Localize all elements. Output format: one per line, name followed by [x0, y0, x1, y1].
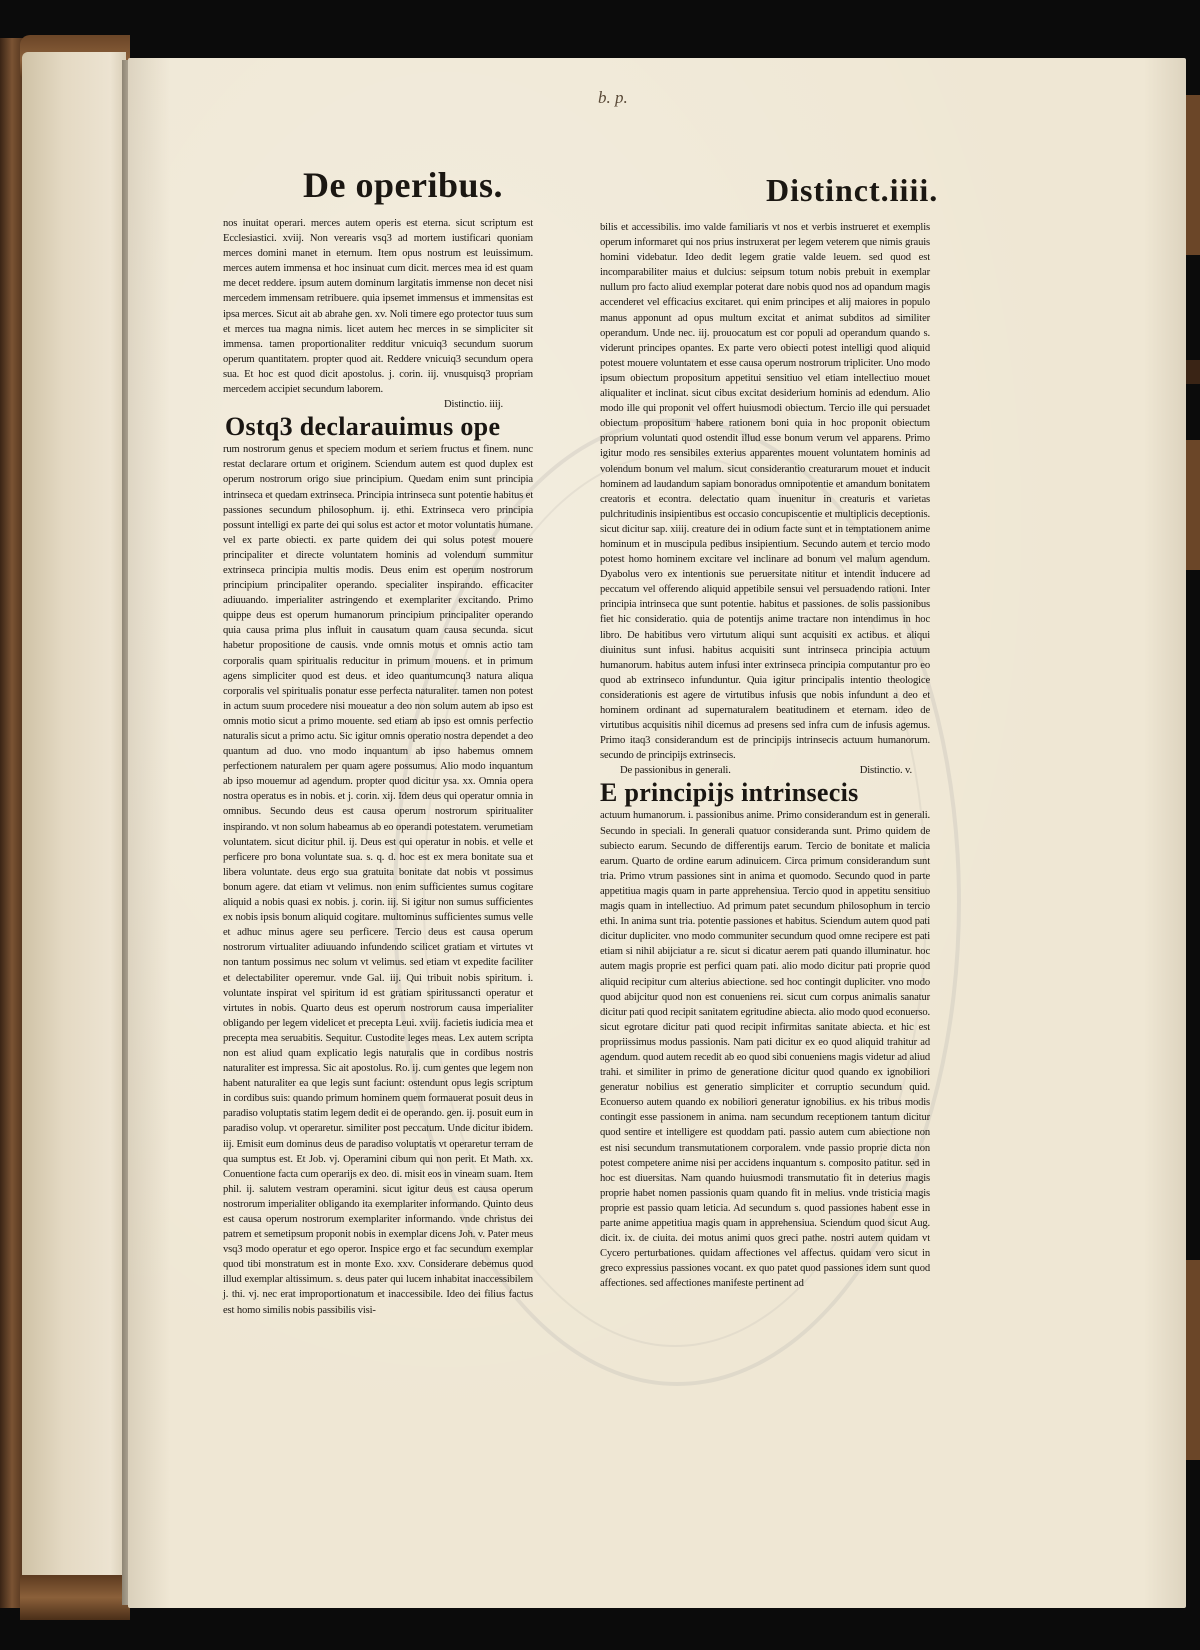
text-column-right: [600, 220, 930, 1291]
section-title: De passionibus in generali.: [620, 765, 731, 777]
section-title-line: [600, 763, 930, 778]
distinctio-label: Distinctio. iiij.: [444, 399, 503, 411]
distinctio-label: Distinctio. v.: [859, 765, 912, 777]
paragraph: rum nostrorum genus et speciem modum et seriem fructus et finem. nunc restat declarare ortum et originem. Sciendum autem est quod duplex est operum nostrorum origo siue principium. Quedam enim sunt principia intrinseca et quedam extrinseca. Principia intrinseca sunt potentie habitus et passiones secundum philosophum. ij. ethi. Extrinseca vero principia possunt intelligi ex parte dei qui solus est actor et motor voluntatis humane. vel ex parte obiecti. ex parte quidem dei qui solus potest mouere principaliter et directe voluntatem hominis ad volendum summitur extrinseca principia multis modis. Deus enim est operum nostrorum principium principaliter operando. specialiter inspirando. efficaciter adiuuando. imperialiter astringendo et exemplariter excitando. Primo quippe deus est operum humanorum principium principaliter operando quia causa prima plus influit in causatum quam causa secunda. sicut habetur propositione de causis. vnde omnis motus et omnis actio tam corporalis quam spiritualis reducitur in primum mouens. et in primum agens simpliciter quod est deus. et ideo quantumcunq3 natura aliqua corporalis vel spiritualis ponatur esse perfecta naturaliter. tamen non potest in actum suum procedere nisi moueatur a deo non solum autem ab ipso est omnis motio sicut a primo mouente. sed etiam ab ipso est omnis perfectio naturalis sicut a primo actu. Sic igitur omnis operatio nostra dependet a deo quantum ad duo. vno modo inquantum ab ipso habemus omnem perfectionem naturalem per quam agere possumus. Alio modo inquantum ab ipso mouemur ad agendum. propter quod dicitur ysa. xx. Omnia opera nostra operatus es in nobis. et j. corin. xij. Idem deus qui operatur omnia in omnibus. Secundo deus est causa operum nostrorum spiritualiter inspirando. vt non solum habeamus ab eo operandi potestatem. verumetiam voluntatem. sicut dicitur phil. ij. Deus est qui operatur in nobis. et velle et perficere pro bona voluntate sua. s. q. d. hoc est ex mera bonitate sua et libera voluntate. deus ergo sua gratuita bonitate dat nobis vt possimus bonum agere. dat etiam vt velimus. non enim sufficientes sumus cogitare aliquid a nobis quasi ex nobis. j. corin. iij. Si igitur non sumus sufficientes ex nobis ipsis bonum aliquid cogitare. multominus sufficientes sumus velle et adhuc minus agere seu perficere. Tercio deus est causa operum nostrorum virtualiter adiuuando infundendo scilicet gratiam et virtutes vt non tantum possimus nec solum vt velimus. sed etiam vt expedite faciliter et delectabiliter operemur. vnde Gal. iij. Qui tribuit nobis spiritum. i. voluntate inspirat vel spiritum id est gratiam spiritussancti operatur et virtutes in nobis. Quarto deus est operum nostrorum causa imperialiter obligando per legem videlicet et precepta Leui. xviij. facietis iudicia mea et precepta mea seruabitis. Sequitur. Custodite leges meas. Lex autem scripta non est aliud quam explicatio legis naturalis que in cordibus nostris naturaliter est impressa. Sic ait apostolus. Ro. ij. cum gentes que legem non habent naturaliter ea que legis sunt faciunt: ostendunt opus legis scriptum in cordibus suis: quando primum hominem quem formauerat posuit deus in paradiso voluptatis statim legem dedit ei de operando. gen. ij. posuit eum in paradiso volup. vt operaretur. similiter post peccatum. Unde dicitur ibidem. iij. Emisit eum dominus deus de paradiso voluptatis vt operaretur terram de qua sumptus est. Et Job. vj. Operamini cibum qui non perit. Et Math. xx. Conuentione facta cum operarijs ex deo. di. misit eos in vineam suam. Item phil. ij. salutem vestram operamini. sicut igitur deus est causa operum nostrorum imperialiter obligando ita exemplariter informando. Quinto deus est causa operum nostrorum exemplariter informando. vnde christus dei patrem et semetipsum proponit nobis in exemplar dicens Joh. v. Pater meus vsq3 modo operatur et ego operor. Inspice ergo et fac secundum exemplar quod tibi monstratum est in monte Exo. xxv. Considerare debemus quod illud exemplar altissimum. s. deus pater qui lucem inhabitat inaccessibilem j. thi. vj. nec erat improportionatum et inaccessibile. Ideo dei filius factus est homo similis nobis passibilis visi-: [223, 444, 533, 1316]
left-page-edge: [22, 52, 126, 1607]
chapter-heading: Ostq3 declarauimus ope: [225, 412, 501, 442]
leather-cover-bottom: [20, 1575, 130, 1620]
chapter-heading: E principijs intrinsecis: [600, 778, 859, 808]
running-head-right: Distinct.iiii.: [766, 172, 939, 208]
paragraph: nos inuitat operari. merces autem operis est eterna. sicut scriptum est Ecclesiastici. xviij. Non verearis vsq3 ad mortem iustificari quoniam merces domini manet in eternum. Item opus nostrum est leuissimum. merces autem immensa et hoc insinuat cum dicit. merces mea id est quam me decet reddere. ipsum autem dominum largitatis immense non decet nisi mercedem immensam retribuere. quia ipsemet immensus et immensitas est ipsa merces. Sicut ait ab abrahe gen. xv. Noli timere ego protector tuus sum et merces tua magna nimis. licet autem hec merces in se simpliciter sit immensa. tamen proportionaliter redditur vnicuiq3 secundum suorum operum quantitatem. propter quod ait. Reddere vnicuiq3 secundum opera sua. Et hoc est quod dicit apostolus. j. corin. iij. vnusquisq3 propriam mercedem accipiet secundum laborem.: [223, 218, 533, 396]
running-head-left: De operibus.: [303, 165, 504, 205]
paragraph: bilis et accessibilis. imo valde familiaris vt nos et verbis instrueret et exemplis operum informaret qui nos prius instruxerat per legem veterem que nimis grauis homini videbatur. Ideo dedit legem gratie valde leuem. sed quod est incomparabiliter maius et dulcius: seipsum totum nobis prebuit in exemplar nullum pro facto aliud exemplar poterat dare nobis quod nos ad opandum magis accenderet vel efficacius excitaret. qui enim principes et alij maiores in populo manus apponunt ad opus multum excitat et animat subditos ad similiter operandum. Unde nec. iij. prouocatum est cor populi ad operandum quando s. viderunt principes opantes. Ex parte vero obiecti potest intelligi quod aliquid potest mouere voluntatem et esse causa operum nostrorum tripliciter. Uno modo ipsum obiectum propositum appetitui sensitiuo vel etiam intellectiuo mouet aliqualiter et inclinat. sicut cibus excitat desiderium hominis ad edendum. Alio modo ille qui proponit vel offert huiusmodi obiectum. Tercio ille qui persuadet obiectum propositum habere rationem boni quia in hoc proponit obiectum proprium voluntati quod ostendit illud esse bonum verum vel apparens. Primo igitur modo res sensibiles exterius apparentes mouent voluntatem hominis ad volendum bonum vel malum. sicut considerantio creaturarum mouet et inducit hominem ad laudandum sapiam bonoradus omnipotentie et amandum bonitatem creatoris et econtra. delectatio quam inuenitur in creaturis et varietas pulchritudinis insipientibus est occasio concupiscentie et multiplicis deceptionis. sicut dicitur sap. xiiij. creature dei in odium facte sunt et in temptationem anime hominum et in muscipula pedibus insipientium. Secundo autem et tercio modo potest homo hominem excitare vel inclinare ad bonum vel malum agendum. Dyabolus vero ex intentionis sue peruersitate nititur et intendit inducere ad peccatum vel offerendo aliquid appetibile sensui vel persuadendo rationi. Inter principia intrinseca que sunt potentie. habitus et passiones. de solis passionibus fiet hic consideratio. quia de potentijs anime tractare non intendimus in hoc libro. De habitibus vero virtutum aliqui sunt acquisiti ex actibus. et aliqui diuinitus sunt infusi. habitus acquisiti sunt intrinseca principia actuum humanorum. habitus autem infusi inter extrinseca principia computantur pro eo quod ab extrinseco infunduntur. Quia igitur principalis intentio theologice considerationis est agere de virtutibus infusis que nobis infundunt a deo et hominem ordinant ad supernaturalem beatitudinem et eternam. ideo de virtutibus acquisitis nihil dicemus ad presens sed infra cum de infusis agemus. Primo itaq3 considerandum est de principijs intrinsecis actuum humanorum. secundo de principijs extrinsecis.: [600, 222, 930, 762]
paragraph: actuum humanorum. i. passionibus anime. Primo considerandum est in generali. Secundo in speciali. In generali quatuor consideranda sunt. Primo quidem de subiecto earum. Secundo de differentijs earum. Tercio de bonitate et malicia earum. Quarto de ordine earum adinuicem. Circa primum considerandum sunt tria. Primo vtrum passiones sint in anima et quomodo. Secundo quod in parte appetitiua magis quam in parte apprehensiua. Tercio quod in appetitu sensitiuo magis quam in intellectiuo. Ad primum patet secundum philosophum in tercio ethi. In anima sunt tria. potentie passiones et habitus. Sciendum autem quod pati dicitur dupliciter. vno modo communiter secundum quod omne recipere est pati etiam si nihil abijciatur a re. sicut si dicatur aerem pati quando illuminatur. hoc autem magis proprie est perfici quam pati. alio modo dicitur pati proprie quod aliquid recipitur cum alterius abiectione. sed hoc contingit dupliciter. vno modo quod abijcitur quod non est conueniens rei. sicut cum corpus animalis sanatur dicitur pati quod recipit sanitatem egritudine abiecta. alio modo quod econuerso. sicut egrotare dicitur pati quod recipit infirmitas sanitate abiecta. et hic est propriissimus modus passionis. Nam pati dicitur ex eo quod aliquid trahitur ad agendum. quod autem recedit ab eo quod sibi conueniens magis videtur ad aliud trahi. et similiter in primo de generatione dicitur quod quando ex ignobiliori generatur nobilius est generatio simpliciter et corruptio secundum quid. Econuerso autem quando ex nobiliori generatur ignobilius. ex his tribus modis contingit esse passionem in anima. nam secundum receptionem tantum dicitur quod sentire et intelligere est quoddam pati. passio autem cum abiectione non est nisi secundum transmutationem corporalem. vnde passio proprie dicta non potest competere anime nisi per accidens inquantum s. composito patitur. sed in hoc est diuersitas. Nam quando huiusmodi transmutatio fit in deterius magis proprie habet nomen passionis quam quando fit in melius. vnde tristicia magis proprie est passio quam leticia. Ad secundum s. quod passiones habent esse in parte anime appetitiua magis quam in apprehensiua. Sciendum quod sicut Aug. dicit. ix. de ciuita. dei motus animi quos greci pathe. nostri autem quidam vt Cycero perturbationes. quidam affectiones vel affectus. quidam vero sicut in greco expressius passiones vocant. ex quo patet quod passiones idem sunt quod affectiones. sed affectiones manifeste pertinent ad: [600, 810, 930, 1290]
folio-page: [128, 58, 1186, 1608]
text-column-left: [223, 216, 533, 1318]
shelfmark-annotation: b. p.: [598, 88, 628, 107]
